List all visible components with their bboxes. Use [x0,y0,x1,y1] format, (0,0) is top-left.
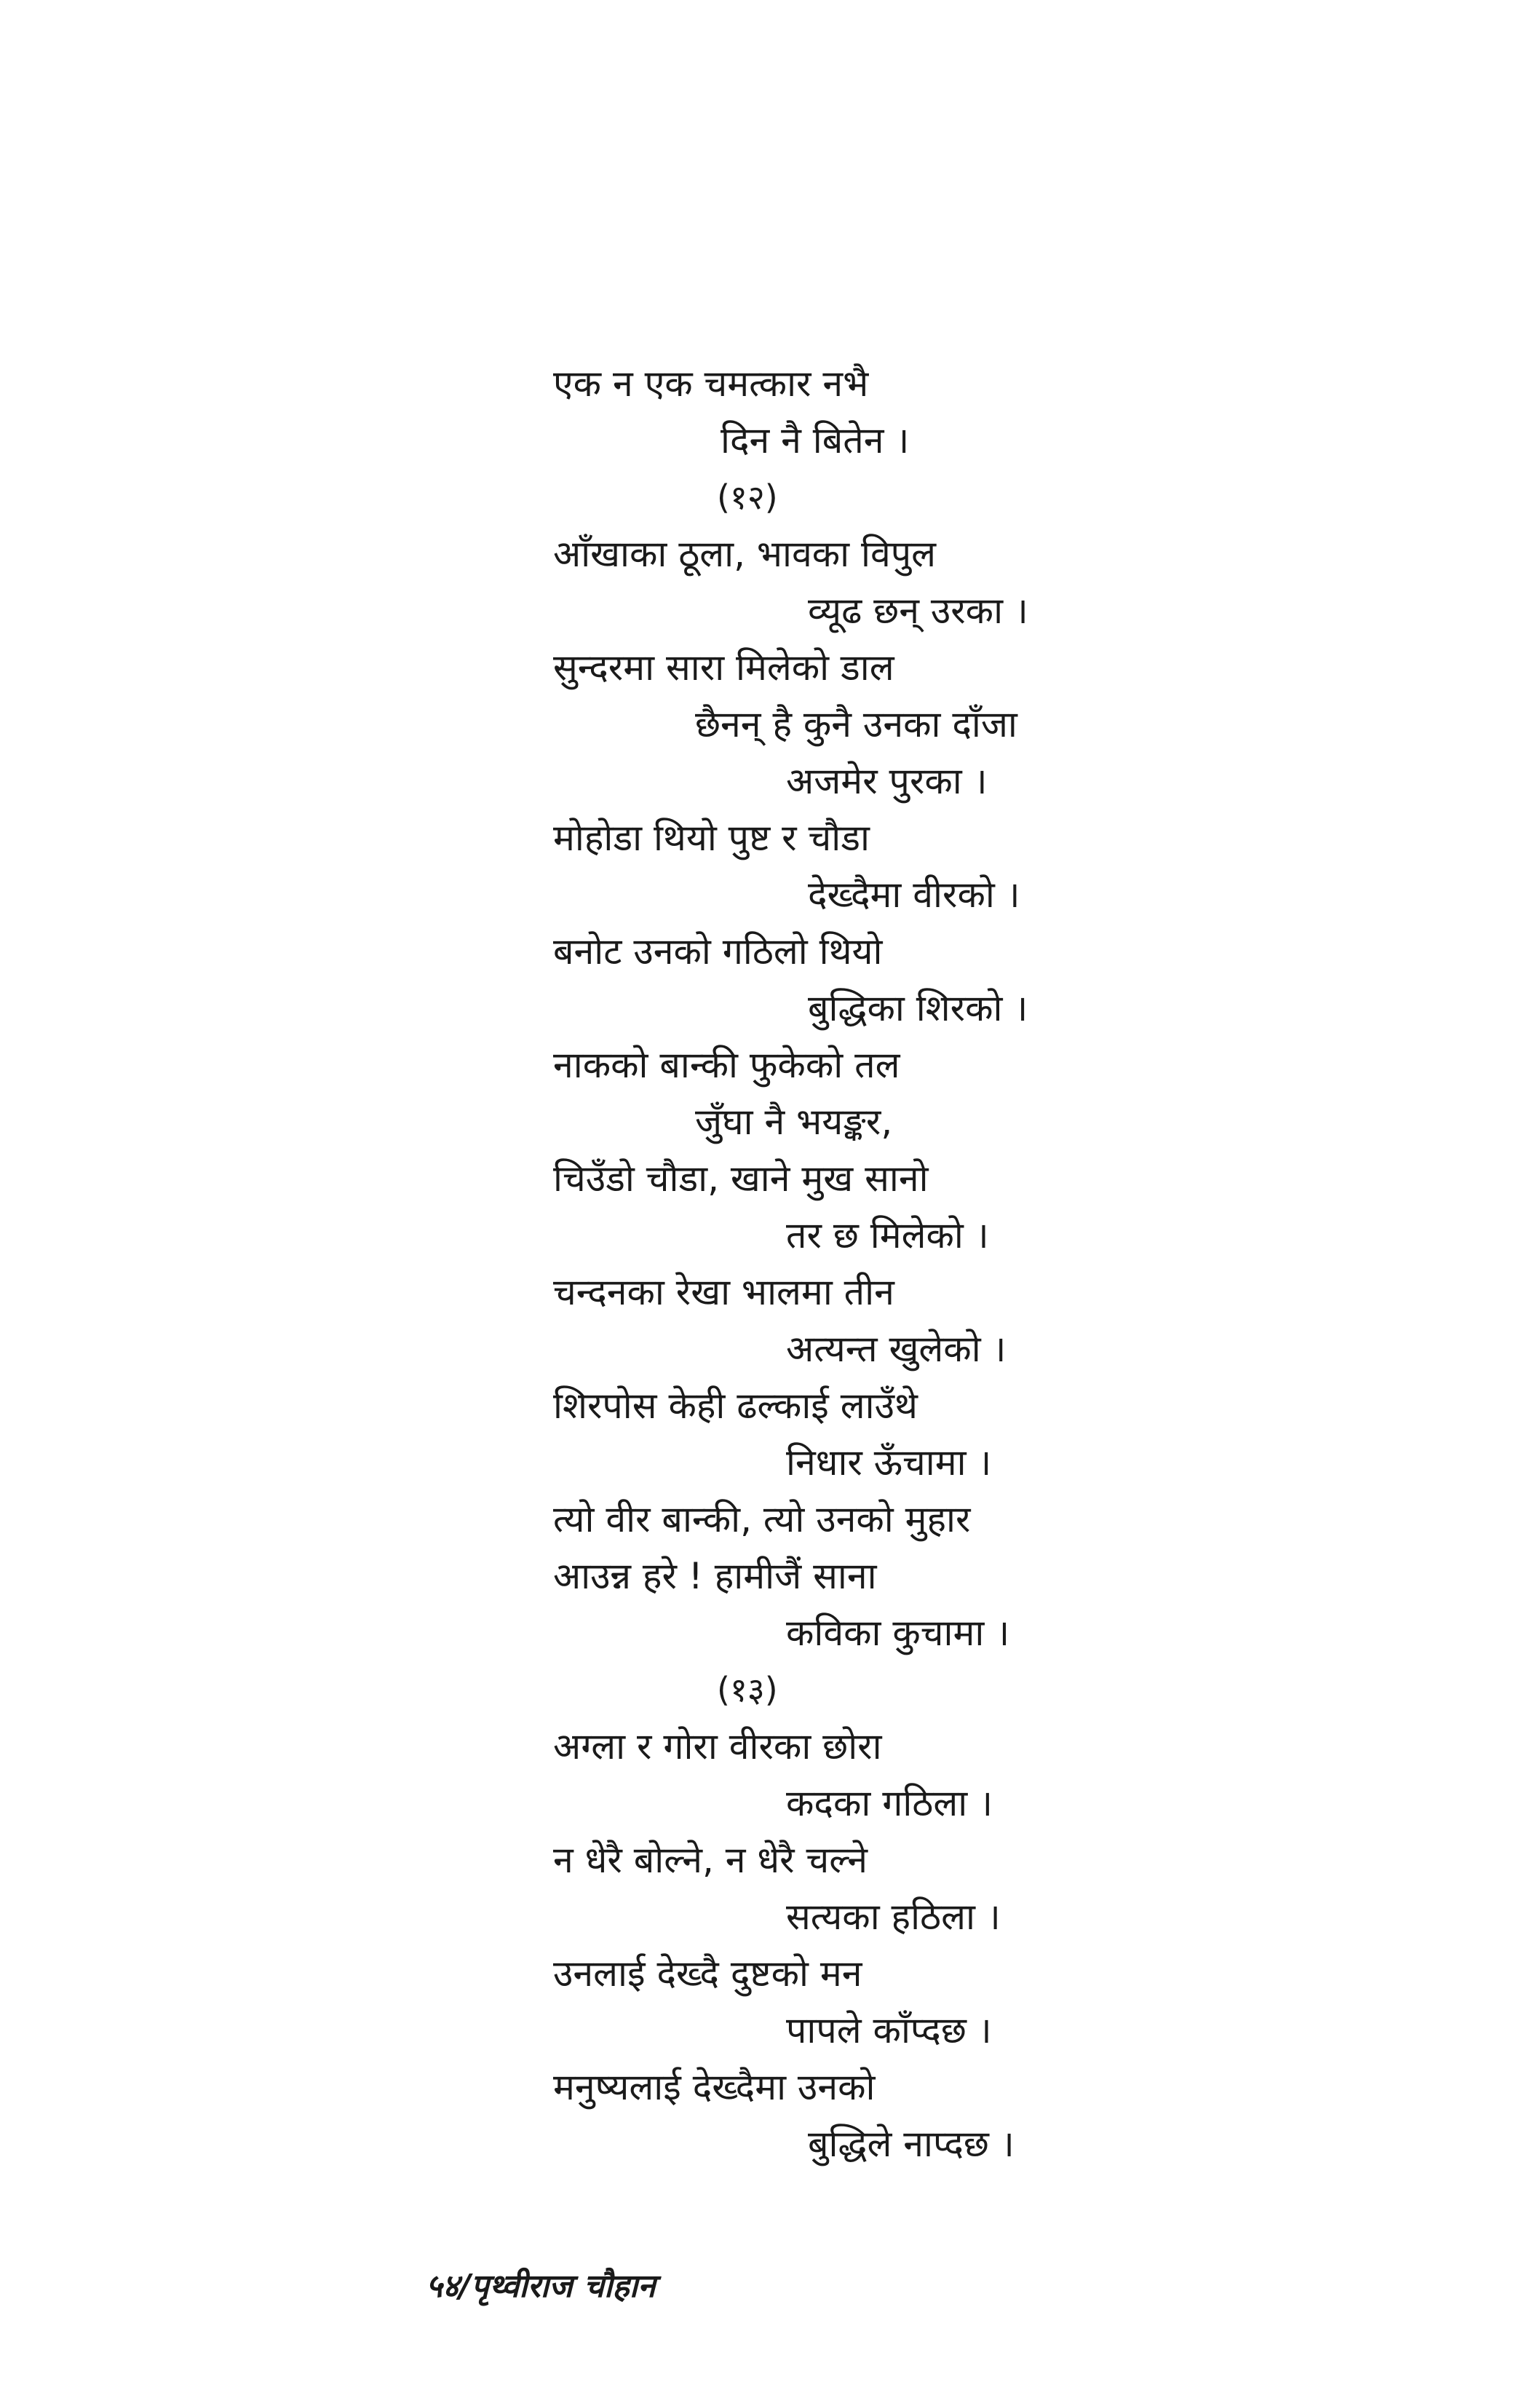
poem-line: नाकको बान्की फुकेको तल [553,1044,900,1086]
poem-line: छैनन् है कुनै उनका दाँजा [695,703,1017,745]
poem-line: जुँघा नै भयङ्कर, [695,1101,893,1143]
poem-line: पापले काँप्दछ । [786,2009,992,2051]
poem-line: चन्दनका रेखा भालमा तीन [553,1271,894,1313]
poem-line: कदका गठिला । [786,1782,993,1824]
poem-line: बुद्धिका शिरको । [808,987,1028,1029]
poem-line: एक न एक चमत्कार नभै [553,363,869,405]
poem-line: निधार ऊँचामा । [786,1441,992,1484]
poem-line: तर छ मिलेको । [786,1214,989,1257]
poem-line: दिन नै बितेन । [721,419,910,462]
page-footer: ५४/पृथ्वीराज चौहान [426,2268,656,2305]
stanza-number: (१३) [717,1670,778,1709]
poem-line: देख्दैमा वीरको । [808,874,1020,916]
poem-body [553,355,1281,2172]
poem-line: न धेरै बोल्ने, न धेरै चल्ने [553,1839,868,1881]
poem-line: आउन्न हरे ! हामीजैं साना [553,1555,877,1597]
poem-line: मनुष्यलाई देख्दैमा उनको [553,2066,876,2108]
stanza-number: (१२) [717,478,778,517]
poem-line: व्यूढ छन् उरका । [808,590,1028,632]
poem-line: त्यो वीर बान्की, त्यो उनको मुहार [553,1498,971,1540]
poem-line: बनोट उनको गठिलो थियो [553,930,883,973]
poem-line: अग्ला र गोरा वीरका छोरा [553,1725,882,1768]
poem-line: उनलाई देख्दै दुष्टको मन [553,1952,862,1995]
poem-line: अजमेर पुरका । [786,760,988,802]
poem-line: आँखाका ठूला, भावका विपुल [553,533,937,575]
poem-line: शिरपोस केही ढल्काई लाउँथे [553,1385,918,1427]
poem-line: सुन्दरमा सारा मिलेको डाल [553,646,894,689]
poem-line: चिउँडो चौडा, खाने मुख सानो [553,1158,929,1200]
poem-line: अत्यन्त खुलेको । [786,1328,1007,1370]
poem-line: सत्यका हठिला । [786,1896,1001,1938]
poem-line: बुद्धिले नाप्दछ । [808,2123,1015,2165]
poem-line: मोहोडा थियो पुष्ट र चौडा [553,817,870,859]
poem-line: कविका कुचामा । [786,1612,1010,1654]
